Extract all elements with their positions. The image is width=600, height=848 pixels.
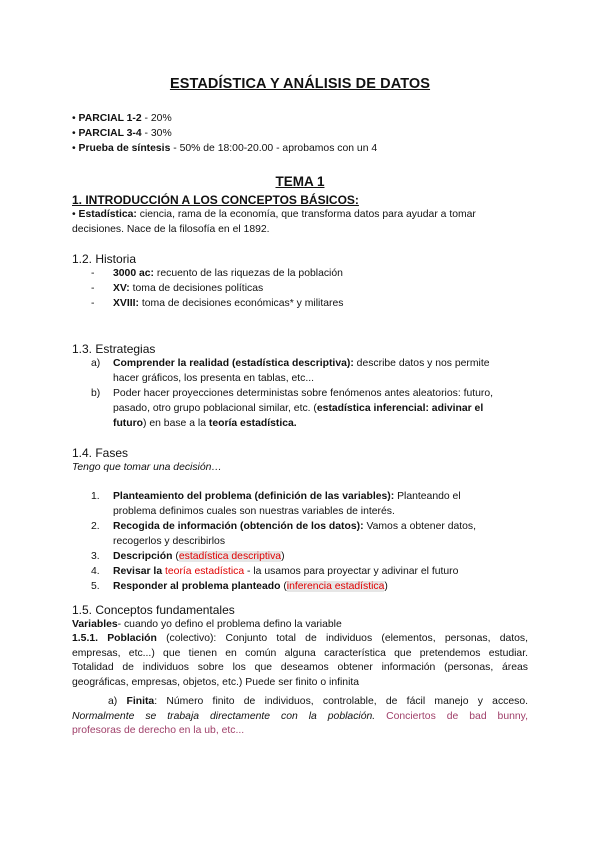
conceptos-heading: 1.5. Conceptos fundamentales [72,603,235,617]
grading-item [72,143,377,154]
bullet-icon: • [72,209,76,220]
grading-label: PARCIAL 3-4 [78,128,142,139]
grading-item [72,128,172,139]
definition-line [72,209,476,220]
definition-term: Estadística: [78,209,137,220]
poblacion-paragraph: 1.5.1. Población (colectivo): Conjunto total de individuos (elementos, personas, datos, empresas, etc...) que tienen en común alguna característica que pretendemos estudiar. Totalidad de individuos sobre los que deseamos obtener información (personas, áreas geográficas, empresas, objetos, etc.) Puede ser finito o infinita [72,633,528,688]
list-item: - 3000 ac: recuento de las riquezas de la población [91,268,343,279]
document-title: ESTADÍSTICA Y ANÁLISIS DE DATOS [169,76,431,92]
list-item-continuation: recogerlos y describirlos [113,536,226,547]
list-item: a) Comprender la realidad (estadística descriptiva): describe datos y nos permite [91,358,490,369]
bullet-icon: • [72,143,76,154]
list-item-continuation: hacer gráficos, los presenta en tablas, etc... [113,373,314,384]
bullet-icon: • [72,113,76,124]
list-item: 3. Descripción (estadística descriptiva) [91,551,285,562]
grading-item [72,113,172,124]
grading-value: - 30% [141,128,172,139]
grading-value: - 20% [141,113,172,124]
list-item: b) Poder hacer proyecciones deterministas sobre fenómenos antes aleatorios: futuro, [91,388,494,399]
grading-label: Prueba de síntesis [78,143,171,154]
definition-text: ciencia, rama de la economía, que transforma datos para ayudar a tomar [136,209,476,220]
definition-line-2: decisiones. Nace de la filosofía en el 1892. [72,224,270,235]
list-item: - XVIII: toma de decisiones económicas* y militares [91,298,344,309]
list-item: 2. Recogida de información (obtención de los datos): Vamos a obtener datos, [91,521,477,532]
list-item-continuation: futuro) en base a la teoría estadística. [113,418,297,429]
grading-label: PARCIAL 1-2 [78,113,142,124]
grading-value: - 50% de 18:00-20.00 - aprobamos con un 4 [170,143,378,154]
finita-paragraph: a) Finita: Número finito de individuos, controlable, de fácil manejo y acceso. Normalmente se trabaja directamente con la población. Conciertos de bad bunny, profesoras de derecho en la ub, etc... [72,696,528,737]
section-heading: 1. INTRODUCCIÓN A LOS CONCEPTOS BÁSICOS: [72,193,359,207]
fases-heading: 1.4. Fases [72,446,129,460]
list-item: 5. Responder al problema planteado (inferencia estadística) [91,581,388,592]
list-item-continuation: problema definimos cuales son nuestras variables de interés. [113,506,395,517]
list-item-continuation: pasado, otro grupo poblacional similar, etc. (estadística inferencial: adivinar el [113,403,484,414]
historia-heading: 1.2. Historia [72,252,137,266]
list-item: - XV: toma de decisiones políticas [91,283,264,294]
tema-heading: TEMA 1 [275,174,325,189]
fases-subtitle: Tengo que tomar una decisión… [72,462,222,473]
list-item: 4. Revisar la teoría estadística - la usamos para proyectar y adivinar el futuro [91,566,459,577]
bullet-icon: • [72,128,76,139]
variables-line: Variables- cuando yo defino el problema defino la variable [72,619,342,630]
list-item: 1. Planteamiento del problema (definición de las variables): Planteando el [91,491,461,502]
estrategias-heading: 1.3. Estrategias [72,342,156,356]
